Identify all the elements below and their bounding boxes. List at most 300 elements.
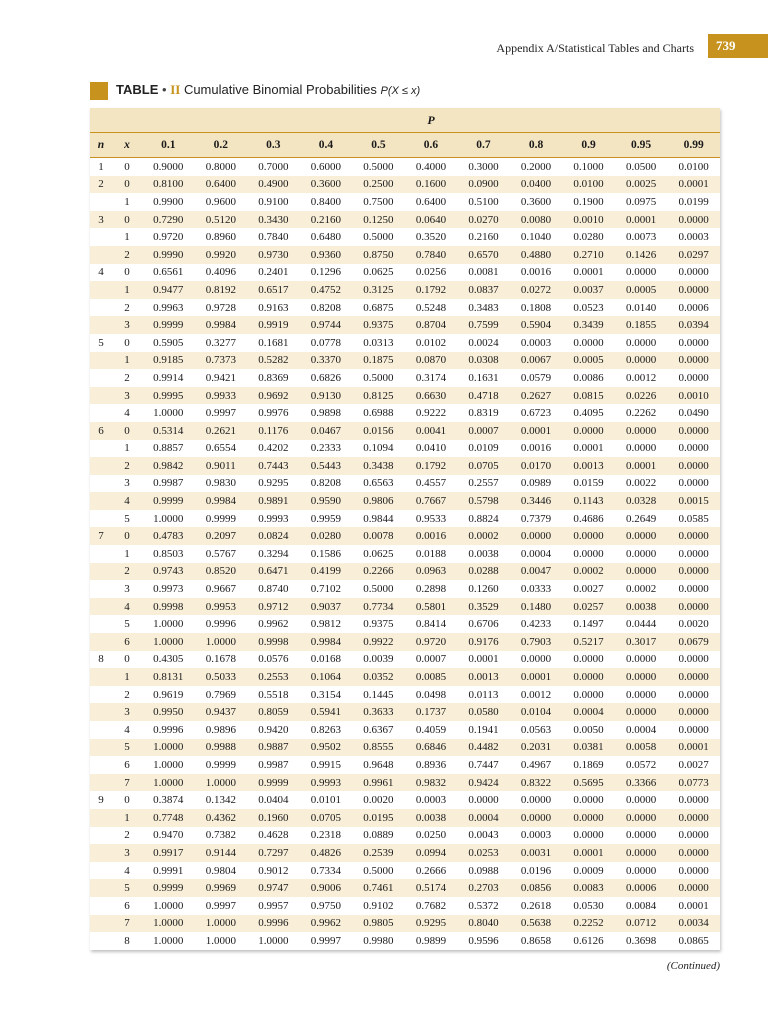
probability-cell: 0.4686 — [573, 512, 604, 525]
probability-cell: 0.4718 — [457, 387, 510, 405]
n-cell — [90, 352, 112, 370]
probability-cell: 0.0020 — [678, 618, 709, 631]
probability-cell: 0.0328 — [615, 492, 668, 510]
p-column-header: 0.6 — [405, 133, 458, 158]
probability-cell: 0.3438 — [352, 457, 405, 475]
probability-cell: 0.4362 — [195, 809, 248, 827]
probability-cell: 0.0000 — [573, 794, 604, 807]
table-row — [90, 915, 720, 933]
x-cell: 7 — [112, 774, 142, 792]
probability-cell: 0.0000 — [573, 336, 604, 349]
probability-cell: 0.9899 — [415, 934, 447, 947]
probability-cell: 0.0000 — [562, 422, 615, 440]
probability-cell: 0.0001 — [562, 844, 615, 862]
probability-cell: 0.8857 — [153, 442, 184, 455]
probability-cell: 0.9295 — [258, 477, 289, 490]
table-row — [90, 475, 720, 493]
probability-cell: 0.0000 — [678, 794, 709, 807]
probability-cell: 0.7373 — [195, 352, 248, 370]
probability-cell: 0.0000 — [615, 563, 668, 581]
probability-cell: 0.9973 — [153, 583, 184, 596]
probability-cell: 0.5248 — [415, 301, 447, 314]
probability-cell: 0.9961 — [352, 774, 405, 792]
probability-cell: 0.0001 — [678, 899, 709, 912]
probability-cell: 0.8040 — [457, 915, 510, 933]
probability-cell: 0.0000 — [615, 527, 668, 545]
probability-cell: 0.2557 — [468, 477, 499, 490]
table-row — [90, 176, 720, 194]
probability-cell: 0.9999 — [205, 512, 236, 525]
x-cell: 3 — [124, 477, 130, 490]
probability-cell: 0.8322 — [510, 774, 563, 792]
x-cell: 6 — [124, 758, 130, 771]
probability-cell: 0.0585 — [678, 512, 709, 525]
probability-cell: 0.7969 — [205, 688, 236, 701]
probability-cell: 0.5443 — [300, 457, 353, 475]
probability-cell: 1.0000 — [153, 934, 184, 947]
probability-cell: 0.4783 — [142, 527, 195, 545]
probability-cell: 0.0038 — [405, 809, 458, 827]
probability-cell: 0.5372 — [468, 899, 499, 912]
probability-cell: 0.0404 — [258, 794, 289, 807]
probability-cell: 0.0640 — [405, 211, 458, 229]
table-row — [90, 827, 720, 845]
table-row — [90, 158, 720, 176]
probability-cell: 0.0773 — [667, 774, 720, 792]
probability-cell: 0.9750 — [310, 899, 341, 912]
probability-cell: 0.9222 — [415, 407, 447, 420]
probability-cell: 0.0352 — [352, 668, 405, 686]
probability-cell: 0.0000 — [678, 653, 709, 666]
probability-cell: 0.0000 — [667, 879, 720, 897]
n-cell — [90, 404, 112, 422]
probability-cell: 0.9037 — [300, 598, 353, 616]
caption-separator: • — [162, 82, 167, 97]
probability-cell: 0.9959 — [310, 512, 341, 525]
probability-cell: 0.2500 — [352, 176, 405, 194]
table-row — [90, 721, 720, 739]
probability-cell: 0.0000 — [667, 281, 720, 299]
probability-cell: 0.0963 — [405, 563, 458, 581]
probability-cell: 0.0007 — [415, 653, 447, 666]
n-cell — [90, 316, 112, 334]
probability-cell: 0.0523 — [573, 301, 604, 314]
probability-cell: 0.9980 — [363, 934, 394, 947]
probability-cell: 0.5518 — [258, 688, 289, 701]
probability-cell: 0.0989 — [520, 477, 552, 490]
probability-cell: 0.0712 — [615, 915, 668, 933]
probability-cell: 0.0815 — [562, 387, 615, 405]
probability-cell: 0.3698 — [625, 934, 657, 947]
table-row — [90, 211, 720, 229]
probability-cell: 0.0705 — [300, 809, 353, 827]
n-cell — [90, 228, 112, 246]
p-column-header: 0.5 — [352, 133, 405, 158]
probability-cell: 0.9898 — [310, 407, 341, 420]
probability-cell: 0.9130 — [300, 387, 353, 405]
probability-cell: 0.0000 — [625, 336, 657, 349]
probability-cell: 0.4826 — [300, 844, 353, 862]
probability-cell: 0.2401 — [258, 266, 289, 279]
probability-cell: 0.0000 — [667, 211, 720, 229]
probability-cell: 0.9996 — [153, 723, 184, 736]
probability-cell: 0.9477 — [142, 281, 195, 299]
probability-cell: 0.0170 — [510, 457, 563, 475]
probability-cell: 0.8503 — [153, 547, 184, 560]
x-cell: 2 — [112, 457, 142, 475]
title-marker — [90, 82, 108, 100]
probability-cell: 0.9712 — [247, 598, 300, 616]
p-column-header: 0.99 — [667, 133, 720, 158]
probability-cell: 0.0625 — [363, 547, 394, 560]
probability-cell: 0.0000 — [667, 598, 720, 616]
p-column-header: 0.95 — [615, 133, 668, 158]
probability-cell: 0.0015 — [667, 492, 720, 510]
x-cell: 7 — [112, 915, 142, 933]
probability-cell: 0.9730 — [247, 246, 300, 264]
probability-cell: 0.0000 — [625, 829, 657, 842]
probability-cell: 0.0000 — [678, 829, 709, 842]
probability-cell: 0.0000 — [667, 352, 720, 370]
probability-cell: 0.7379 — [520, 512, 552, 525]
probability-cell: 0.3154 — [310, 688, 341, 701]
x-cell: 3 — [112, 316, 142, 334]
table-row — [90, 352, 720, 370]
probability-cell: 0.0000 — [615, 844, 668, 862]
n-cell — [90, 739, 112, 757]
probability-cell: 0.8400 — [310, 195, 341, 208]
probability-cell: 0.5000 — [363, 160, 394, 173]
probability-cell: 0.1445 — [363, 688, 394, 701]
probability-cell: 0.0004 — [457, 809, 510, 827]
probability-cell: 0.9502 — [300, 739, 353, 757]
table-row — [90, 193, 720, 211]
probability-cell: 0.8750 — [352, 246, 405, 264]
probability-cell: 0.3430 — [247, 211, 300, 229]
p-header: P — [142, 108, 720, 133]
probability-cell: 0.9102 — [363, 899, 394, 912]
probability-cell: 0.9922 — [352, 633, 405, 651]
binomial-table — [90, 108, 720, 950]
probability-cell: 0.0000 — [573, 829, 604, 842]
table-row — [90, 844, 720, 862]
probability-cell: 0.1631 — [468, 371, 499, 384]
n-cell: 3 — [90, 211, 112, 229]
probability-cell: 0.9984 — [300, 633, 353, 651]
probability-cell: 0.0000 — [625, 794, 657, 807]
probability-cell: 0.0000 — [667, 809, 720, 827]
probability-cell: 0.1808 — [520, 301, 552, 314]
probability-cell: 0.9144 — [195, 844, 248, 862]
probability-cell: 0.5000 — [363, 371, 394, 384]
x-cell: 3 — [112, 844, 142, 862]
probability-cell: 0.5941 — [300, 703, 353, 721]
probability-cell: 0.1250 — [352, 211, 405, 229]
probability-cell: 0.1737 — [405, 703, 458, 721]
probability-cell: 0.1792 — [405, 457, 458, 475]
table-row — [90, 686, 720, 704]
probability-cell: 0.5000 — [363, 864, 394, 877]
probability-cell: 0.0000 — [667, 668, 720, 686]
probability-cell: 0.0000 — [520, 653, 552, 666]
probability-cell: 0.6846 — [405, 739, 458, 757]
probability-cell: 0.0000 — [520, 794, 552, 807]
probability-cell: 0.3017 — [615, 633, 668, 651]
probability-cell: 0.3600 — [520, 195, 552, 208]
probability-cell: 0.1600 — [405, 176, 458, 194]
probability-cell: 0.9988 — [195, 739, 248, 757]
probability-cell: 0.9999 — [142, 316, 195, 334]
probability-cell: 0.0000 — [615, 422, 668, 440]
probability-cell: 0.0004 — [562, 703, 615, 721]
probability-cell: 0.6988 — [363, 407, 394, 420]
n-cell — [90, 932, 112, 950]
x-cell: 1 — [124, 442, 130, 455]
probability-cell: 0.9950 — [142, 703, 195, 721]
probability-cell: 1.0000 — [258, 934, 289, 947]
probability-cell: 0.0824 — [247, 527, 300, 545]
n-cell — [90, 598, 112, 616]
p-column-header: 0.2 — [195, 133, 248, 158]
probability-cell: 0.8192 — [195, 281, 248, 299]
running-head: Appendix A/Statistical Tables and Charts — [496, 41, 694, 55]
probability-cell: 0.7334 — [310, 864, 341, 877]
probability-cell: 0.4000 — [415, 160, 447, 173]
x-cell: 0 — [112, 422, 142, 440]
probability-cell: 0.9999 — [247, 774, 300, 792]
probability-cell: 0.9804 — [205, 864, 236, 877]
probability-cell: 0.8414 — [415, 618, 447, 631]
probability-cell: 0.0679 — [667, 633, 720, 651]
probability-cell: 0.0000 — [678, 688, 709, 701]
probability-cell: 0.0000 — [615, 352, 668, 370]
probability-cell: 0.9891 — [247, 492, 300, 510]
table-row — [90, 422, 720, 440]
probability-cell: 0.0025 — [615, 176, 668, 194]
x-cell: 3 — [112, 387, 142, 405]
probability-cell: 0.0490 — [678, 407, 709, 420]
probability-cell: 0.0086 — [573, 371, 604, 384]
probability-cell: 0.0000 — [510, 809, 563, 827]
probability-cell: 0.4628 — [258, 829, 289, 842]
probability-cell: 0.2160 — [300, 211, 353, 229]
probability-cell: 0.9933 — [195, 387, 248, 405]
probability-cell: 0.7734 — [352, 598, 405, 616]
probability-cell: 0.0000 — [678, 336, 709, 349]
probability-cell: 1.0000 — [153, 407, 184, 420]
probability-cell: 0.0159 — [573, 477, 604, 490]
probability-cell: 0.0000 — [615, 668, 668, 686]
probability-cell: 0.9720 — [405, 633, 458, 651]
probability-cell: 0.7461 — [352, 879, 405, 897]
column-header-row — [90, 133, 720, 158]
x-cell: 1 — [124, 195, 130, 208]
probability-cell: 0.2031 — [510, 739, 563, 757]
probability-cell: 0.0000 — [667, 703, 720, 721]
probability-cell: 0.0000 — [667, 422, 720, 440]
probability-cell: 0.0016 — [520, 442, 552, 455]
probability-cell: 0.9962 — [300, 915, 353, 933]
probability-cell: 0.5798 — [457, 492, 510, 510]
probability-cell: 0.0005 — [562, 352, 615, 370]
probability-cell: 0.0002 — [625, 583, 657, 596]
probability-cell: 0.0012 — [625, 371, 657, 384]
probability-cell: 0.9185 — [142, 352, 195, 370]
probability-cell: 0.0067 — [510, 352, 563, 370]
probability-cell: 0.1678 — [205, 653, 236, 666]
probability-cell: 0.0000 — [625, 864, 657, 877]
x-cell: 0 — [124, 266, 130, 279]
probability-cell: 0.3366 — [615, 774, 668, 792]
n-cell — [90, 281, 112, 299]
probability-cell: 0.0000 — [468, 794, 499, 807]
probability-cell: 0.1855 — [615, 316, 668, 334]
probability-cell: 0.2649 — [625, 512, 657, 525]
probability-cell: 0.0000 — [510, 527, 563, 545]
n-cell — [90, 844, 112, 862]
probability-cell: 0.0988 — [468, 864, 499, 877]
probability-cell: 0.0016 — [405, 527, 458, 545]
probability-cell: 0.0010 — [667, 387, 720, 405]
probability-cell: 0.5905 — [153, 336, 184, 349]
probability-cell: 0.0034 — [667, 915, 720, 933]
probability-cell: 0.0196 — [520, 864, 552, 877]
probability-cell: 0.3000 — [468, 160, 499, 173]
probability-cell: 0.4557 — [415, 477, 447, 490]
probability-cell: 0.9919 — [247, 316, 300, 334]
table-row — [90, 633, 720, 651]
probability-cell: 0.0100 — [562, 176, 615, 194]
probability-cell: 0.9743 — [142, 563, 195, 581]
probability-cell: 0.9100 — [258, 195, 289, 208]
table-row — [90, 264, 720, 282]
probability-cell: 0.4095 — [573, 407, 604, 420]
n-cell — [90, 563, 112, 581]
table-row — [90, 580, 720, 598]
probability-cell: 0.9976 — [258, 407, 289, 420]
probability-cell: 0.0000 — [625, 266, 657, 279]
probability-cell: 0.4900 — [247, 176, 300, 194]
probability-cell: 0.0001 — [510, 668, 563, 686]
table-row — [90, 862, 720, 880]
probability-cell: 0.0013 — [457, 668, 510, 686]
probability-cell: 0.5767 — [205, 547, 236, 560]
probability-cell: 0.9999 — [142, 879, 195, 897]
probability-cell: 0.0102 — [415, 336, 447, 349]
probability-cell: 0.6000 — [310, 160, 341, 173]
probability-cell: 0.1681 — [258, 336, 289, 349]
probability-cell: 0.0001 — [615, 211, 668, 229]
n-cell — [90, 879, 112, 897]
table-row — [90, 404, 720, 422]
probability-cell: 0.9533 — [415, 512, 447, 525]
probability-cell: 0.0865 — [678, 934, 709, 947]
probability-cell: 0.0012 — [520, 688, 552, 701]
probability-cell: 0.1875 — [352, 352, 405, 370]
probability-cell: 0.5217 — [562, 633, 615, 651]
probability-cell: 0.0003 — [678, 231, 709, 244]
probability-cell: 0.0100 — [678, 160, 709, 173]
probability-cell: 0.0333 — [520, 583, 552, 596]
probability-cell: 1.0000 — [153, 618, 184, 631]
x-cell: 4 — [112, 492, 142, 510]
probability-cell: 0.0000 — [667, 527, 720, 545]
x-cell: 1 — [112, 809, 142, 827]
x-cell: 0 — [124, 336, 130, 349]
table-body — [90, 158, 720, 950]
probability-cell: 0.9596 — [468, 934, 499, 947]
probability-cell: 0.8555 — [352, 739, 405, 757]
probability-cell: 0.5174 — [405, 879, 458, 897]
probability-cell: 0.0000 — [615, 809, 668, 827]
probability-cell: 0.1792 — [405, 281, 458, 299]
probability-cell: 0.0140 — [625, 301, 657, 314]
probability-cell: 0.1497 — [573, 618, 604, 631]
probability-cell: 0.9995 — [142, 387, 195, 405]
n-cell — [90, 897, 112, 915]
probability-cell: 0.0039 — [363, 653, 394, 666]
n-cell — [90, 809, 112, 827]
probability-cell: 0.8704 — [405, 316, 458, 334]
probability-cell: 0.2539 — [352, 844, 405, 862]
probability-cell: 0.0837 — [457, 281, 510, 299]
probability-cell: 0.9957 — [258, 899, 289, 912]
probability-cell: 0.5282 — [247, 352, 300, 370]
x-cell: 5 — [124, 512, 130, 525]
table-row — [90, 281, 720, 299]
probability-cell: 0.7102 — [310, 583, 341, 596]
probability-cell: 0.0000 — [625, 547, 657, 560]
probability-cell: 0.4059 — [415, 723, 447, 736]
x-cell: 5 — [112, 739, 142, 757]
probability-cell: 0.9375 — [363, 618, 394, 631]
x-cell: 2 — [112, 246, 142, 264]
probability-cell: 0.8000 — [205, 160, 236, 173]
caption-label: TABLE — [116, 82, 159, 97]
probability-cell: 0.9984 — [195, 316, 248, 334]
probability-cell: 0.9993 — [258, 512, 289, 525]
probability-cell: 0.9832 — [405, 774, 458, 792]
probability-cell: 0.0975 — [625, 195, 657, 208]
n-cell — [90, 633, 112, 651]
probability-cell: 0.0168 — [310, 653, 341, 666]
n-cell — [90, 862, 112, 880]
table-row — [90, 246, 720, 264]
probability-cell: 0.0001 — [468, 653, 499, 666]
probability-cell: 0.0253 — [457, 844, 510, 862]
x-cell: 4 — [124, 864, 130, 877]
probability-cell: 0.7443 — [247, 457, 300, 475]
n-cell: 9 — [98, 794, 104, 807]
probability-cell: 0.9998 — [142, 598, 195, 616]
table-row — [90, 316, 720, 334]
probability-cell: 0.2898 — [415, 583, 447, 596]
probability-cell: 0.7500 — [363, 195, 394, 208]
table-row — [90, 598, 720, 616]
x-cell: 1 — [112, 281, 142, 299]
probability-cell: 0.0000 — [625, 688, 657, 701]
probability-cell: 0.2000 — [520, 160, 552, 173]
caption-expression: P(X ≤ x) — [380, 85, 421, 97]
probability-cell: 0.1260 — [468, 583, 499, 596]
probability-cell: 0.9900 — [153, 195, 184, 208]
n-cell — [90, 580, 112, 598]
probability-cell: 0.9420 — [258, 723, 289, 736]
continued-note: (Continued) — [666, 960, 720, 972]
x-cell: 3 — [124, 583, 130, 596]
probability-cell: 0.0001 — [573, 266, 604, 279]
probability-cell: 0.0778 — [310, 336, 341, 349]
